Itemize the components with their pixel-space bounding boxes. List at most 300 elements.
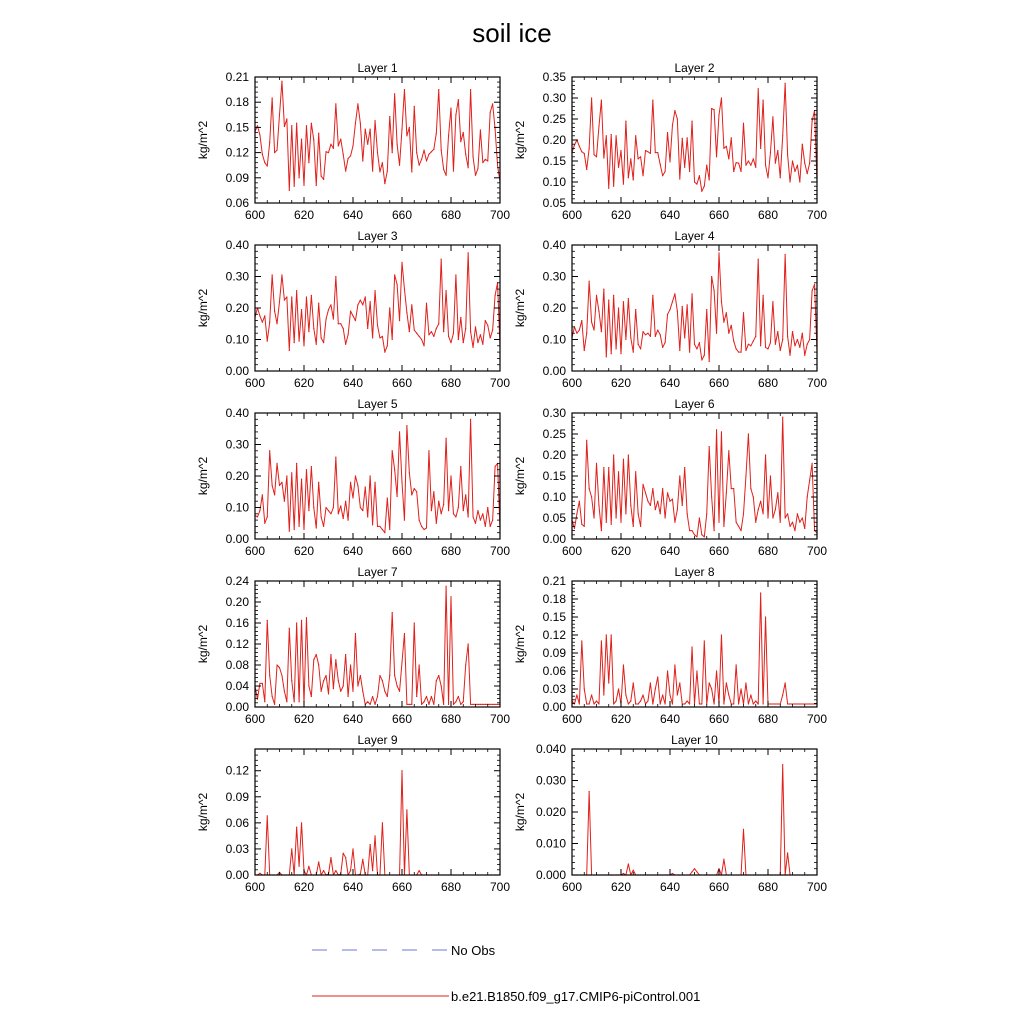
data-point xyxy=(372,337,373,338)
data-point xyxy=(350,664,351,665)
x-tick-label: 680 xyxy=(440,544,462,558)
data-point xyxy=(753,158,754,159)
data-point xyxy=(301,139,302,140)
data-point xyxy=(794,703,795,704)
data-point xyxy=(463,510,464,511)
data-point xyxy=(495,295,496,296)
data-point xyxy=(426,303,427,304)
data-point xyxy=(472,347,473,348)
data-point xyxy=(397,496,398,497)
data-point xyxy=(286,296,287,297)
data-point xyxy=(299,701,300,702)
data-point xyxy=(743,513,744,514)
data-point xyxy=(360,300,361,301)
data-point xyxy=(728,333,729,334)
data-point xyxy=(699,342,700,343)
data-point xyxy=(416,333,417,334)
data-point xyxy=(472,156,473,157)
data-point xyxy=(328,309,329,310)
data-point xyxy=(618,307,619,308)
data-point xyxy=(485,526,486,527)
data-point xyxy=(589,281,590,282)
data-point xyxy=(475,326,476,327)
data-point xyxy=(352,315,353,316)
data-point xyxy=(684,167,685,168)
data-point xyxy=(274,704,275,705)
x-tick-label: 620 xyxy=(610,880,632,894)
y-tick-label: 0.09 xyxy=(542,646,566,660)
data-point xyxy=(714,290,715,291)
y-tick-label: 0.10 xyxy=(542,490,566,504)
data-point xyxy=(372,870,373,871)
data-point xyxy=(750,488,751,489)
data-point xyxy=(318,482,319,483)
data-point xyxy=(311,696,312,697)
data-point xyxy=(736,162,737,163)
data-point xyxy=(374,290,375,291)
data-point xyxy=(345,654,346,655)
y-tick-label: 0.00 xyxy=(225,868,249,882)
data-point xyxy=(738,352,739,353)
data-point xyxy=(596,463,597,464)
y-tick-label: 0.30 xyxy=(225,437,249,452)
data-point xyxy=(465,664,466,665)
data-point xyxy=(328,510,329,511)
data-point xyxy=(591,97,592,98)
data-point xyxy=(419,870,420,871)
data-point xyxy=(355,475,356,476)
x-tick-label: 660 xyxy=(391,544,413,558)
data-point xyxy=(416,152,417,153)
data-point xyxy=(470,419,471,420)
data-point xyxy=(696,184,697,185)
data-point xyxy=(655,336,656,337)
data-point xyxy=(743,312,744,313)
data-point xyxy=(809,339,810,340)
data-point xyxy=(448,336,449,337)
data-point xyxy=(802,144,803,145)
data-point xyxy=(443,504,444,505)
data-point xyxy=(264,315,265,316)
x-tick-label: 640 xyxy=(659,376,681,390)
data-point xyxy=(689,703,690,704)
data-point xyxy=(294,186,295,187)
data-point xyxy=(731,137,732,138)
data-point xyxy=(758,509,759,510)
data-point xyxy=(318,861,319,862)
panels xyxy=(196,61,827,894)
data-point xyxy=(638,513,639,514)
data-point xyxy=(782,135,783,136)
series-line xyxy=(255,253,500,352)
data-point xyxy=(460,466,461,467)
data-point xyxy=(665,171,666,172)
x-tick-label: 700 xyxy=(489,208,511,222)
plot-frame xyxy=(255,749,500,875)
data-point xyxy=(638,703,639,704)
data-point xyxy=(775,509,776,510)
data-point xyxy=(721,97,722,98)
y-tick-label: 0.020 xyxy=(535,805,566,819)
series-line xyxy=(572,253,817,362)
x-tick-label: 680 xyxy=(757,712,779,726)
data-point xyxy=(721,301,722,302)
data-point xyxy=(414,106,415,107)
data-point xyxy=(382,336,383,337)
data-point xyxy=(330,304,331,305)
data-point xyxy=(276,664,277,665)
data-point xyxy=(335,659,336,660)
data-point xyxy=(463,132,464,133)
data-point xyxy=(303,529,304,530)
panel-layer-3 xyxy=(196,229,510,390)
y-tick-label: 0.05 xyxy=(542,511,566,525)
y-tick-label: 0.15 xyxy=(542,154,566,168)
data-point xyxy=(414,488,415,489)
y-tick-label: 0.40 xyxy=(225,238,249,252)
data-point xyxy=(787,852,788,853)
x-tick-label: 680 xyxy=(440,712,462,726)
data-point xyxy=(691,121,692,122)
data-point xyxy=(593,329,594,330)
data-point xyxy=(401,662,402,663)
panel-title: Layer 3 xyxy=(357,229,398,243)
data-point xyxy=(777,492,778,493)
data-point xyxy=(409,704,410,705)
data-point xyxy=(797,703,798,704)
y-axis-label: kg/m^2 xyxy=(513,456,527,496)
x-tick-label: 700 xyxy=(489,376,511,390)
data-point xyxy=(328,693,329,694)
data-point xyxy=(365,296,366,297)
data-point xyxy=(635,135,636,136)
data-point xyxy=(497,704,498,705)
data-point xyxy=(662,488,663,489)
data-point xyxy=(350,155,351,156)
data-point xyxy=(718,252,719,253)
data-point xyxy=(716,333,717,334)
data-point xyxy=(616,135,617,136)
data-point xyxy=(574,528,575,529)
data-point xyxy=(723,526,724,527)
data-point xyxy=(812,121,813,122)
data-point xyxy=(279,114,280,115)
data-point xyxy=(470,331,471,332)
data-point xyxy=(787,336,788,337)
data-point xyxy=(593,703,594,704)
data-point xyxy=(472,704,473,705)
panel-title: Layer 6 xyxy=(674,397,715,411)
data-point xyxy=(468,516,469,517)
data-point xyxy=(660,513,661,514)
data-point xyxy=(397,144,398,145)
data-point xyxy=(468,252,469,253)
x-tick-label: 660 xyxy=(391,376,413,390)
data-point xyxy=(387,696,388,697)
panel-title: Layer 8 xyxy=(674,565,715,579)
data-point xyxy=(608,188,609,189)
y-tick-label: 0.000 xyxy=(535,868,566,882)
data-point xyxy=(448,704,449,705)
data-point xyxy=(352,145,353,146)
data-point xyxy=(584,153,585,154)
data-point xyxy=(740,530,741,531)
y-tick-label: 0.010 xyxy=(535,836,566,851)
y-tick-label: 0.25 xyxy=(542,112,566,126)
data-point xyxy=(603,157,604,158)
data-point xyxy=(411,704,412,705)
data-point xyxy=(399,320,400,321)
data-point xyxy=(431,331,432,332)
data-point xyxy=(384,532,385,533)
data-point xyxy=(406,135,407,136)
data-point xyxy=(389,529,390,530)
data-point xyxy=(630,505,631,506)
data-point xyxy=(789,526,790,527)
data-point xyxy=(343,328,344,329)
data-point xyxy=(780,522,781,523)
data-point xyxy=(792,160,793,161)
data-point xyxy=(269,322,270,323)
data-point xyxy=(316,527,317,528)
data-point xyxy=(330,857,331,858)
series-line xyxy=(255,771,500,875)
data-point xyxy=(674,664,675,665)
data-point xyxy=(311,123,312,124)
y-tick-label: 0.040 xyxy=(535,742,566,756)
data-point xyxy=(601,100,602,101)
data-point xyxy=(763,100,764,101)
data-point xyxy=(638,158,639,159)
data-point xyxy=(650,153,651,154)
data-point xyxy=(785,682,786,683)
data-point xyxy=(431,151,432,152)
data-point xyxy=(416,696,417,697)
data-point xyxy=(441,259,442,260)
y-axis-label: kg/m^2 xyxy=(196,624,210,664)
data-point xyxy=(350,870,351,871)
data-point xyxy=(279,301,280,302)
data-point xyxy=(623,664,624,665)
data-point xyxy=(411,304,412,305)
data-point xyxy=(470,89,471,90)
data-point xyxy=(338,680,339,681)
data-point xyxy=(782,694,783,695)
data-point xyxy=(272,97,273,98)
panel-title: Layer 2 xyxy=(674,61,715,75)
data-point xyxy=(579,501,580,502)
data-point xyxy=(652,295,653,296)
data-point xyxy=(723,148,724,149)
x-tick-label: 640 xyxy=(659,208,681,222)
data-point xyxy=(267,516,268,517)
data-point xyxy=(397,284,398,285)
data-point xyxy=(709,682,710,683)
data-point xyxy=(299,526,300,527)
data-point xyxy=(485,704,486,705)
data-point xyxy=(330,144,331,145)
data-point xyxy=(699,517,700,518)
data-point xyxy=(281,81,282,82)
y-tick-label: 0.10 xyxy=(225,332,249,347)
panel-title: Layer 5 xyxy=(357,397,398,411)
data-point xyxy=(289,531,290,532)
y-tick-label: 0.30 xyxy=(542,406,566,420)
data-point xyxy=(633,352,634,353)
data-point xyxy=(374,482,375,483)
data-point xyxy=(601,331,602,332)
data-point xyxy=(767,348,768,349)
data-point xyxy=(603,289,604,290)
y-tick-label: 0.12 xyxy=(542,628,566,642)
data-point xyxy=(807,173,808,174)
data-point xyxy=(423,149,424,150)
data-point xyxy=(428,334,429,335)
data-point xyxy=(296,827,297,828)
data-point xyxy=(689,352,690,353)
data-point xyxy=(645,150,646,151)
data-point xyxy=(335,870,336,871)
x-tick-label: 680 xyxy=(757,544,779,558)
data-point xyxy=(269,450,270,451)
data-point xyxy=(611,353,612,354)
data-point xyxy=(321,337,322,338)
x-tick-label: 660 xyxy=(708,208,730,222)
data-point xyxy=(613,295,614,296)
data-point xyxy=(264,523,265,524)
data-point xyxy=(672,873,673,874)
figure-title: soil ice xyxy=(472,18,552,48)
x-tick-label: 620 xyxy=(610,712,632,726)
data-point xyxy=(696,348,697,349)
data-point xyxy=(401,482,402,483)
data-point xyxy=(306,296,307,297)
data-point xyxy=(608,300,609,301)
data-point xyxy=(443,704,444,705)
data-point xyxy=(745,682,746,683)
data-point xyxy=(340,505,341,506)
data-point xyxy=(579,146,580,147)
x-tick-label: 600 xyxy=(244,712,266,726)
data-point xyxy=(748,433,749,434)
data-point xyxy=(441,513,442,514)
data-point xyxy=(699,703,700,704)
data-point xyxy=(394,675,395,676)
data-point xyxy=(286,701,287,702)
y-tick-label: 0.04 xyxy=(225,679,249,693)
data-point xyxy=(748,160,749,161)
data-point xyxy=(446,586,447,587)
data-point xyxy=(289,190,290,191)
data-point xyxy=(738,526,739,527)
data-point xyxy=(669,309,670,310)
data-point xyxy=(281,675,282,676)
data-point xyxy=(662,694,663,695)
data-point xyxy=(679,178,680,179)
data-point xyxy=(421,704,422,705)
data-point xyxy=(579,703,580,704)
data-point xyxy=(603,694,604,695)
data-point xyxy=(392,612,393,613)
y-tick-label: 0.15 xyxy=(542,610,566,624)
data-point xyxy=(372,170,373,171)
data-point xyxy=(633,179,634,180)
data-point xyxy=(601,640,602,641)
data-point xyxy=(313,139,314,140)
data-point xyxy=(674,293,675,294)
data-point xyxy=(684,703,685,704)
data-point xyxy=(313,328,314,329)
data-point xyxy=(625,339,626,340)
data-point xyxy=(308,162,309,163)
data-point xyxy=(613,454,614,455)
data-point xyxy=(352,691,353,692)
data-point xyxy=(775,703,776,704)
data-point xyxy=(802,333,803,334)
data-point xyxy=(618,688,619,689)
data-point xyxy=(409,472,410,473)
data-point xyxy=(446,290,447,291)
data-point xyxy=(787,513,788,514)
data-point xyxy=(308,685,309,686)
data-point xyxy=(618,167,619,168)
data-point xyxy=(640,700,641,701)
data-point xyxy=(591,694,592,695)
data-point xyxy=(389,307,390,308)
y-axis-label: kg/m^2 xyxy=(513,120,527,160)
data-point xyxy=(365,486,366,487)
data-point xyxy=(414,622,415,623)
data-point xyxy=(301,309,302,310)
data-point xyxy=(350,482,351,483)
data-point xyxy=(770,342,771,343)
data-point xyxy=(387,345,388,346)
x-tick-label: 640 xyxy=(659,712,681,726)
data-point xyxy=(272,696,273,697)
series-line xyxy=(255,586,500,704)
x-tick-label: 700 xyxy=(806,376,828,390)
data-point xyxy=(497,165,498,166)
data-point xyxy=(758,259,759,260)
x-tick-label: 640 xyxy=(659,880,681,894)
data-point xyxy=(438,675,439,676)
data-point xyxy=(267,165,268,166)
data-point xyxy=(763,703,764,704)
data-point xyxy=(357,103,358,104)
data-point xyxy=(333,148,334,149)
data-point xyxy=(323,526,324,527)
data-point xyxy=(667,670,668,671)
x-tick-label: 660 xyxy=(391,880,413,894)
x-tick-label: 700 xyxy=(806,544,828,558)
y-axis-label: kg/m^2 xyxy=(196,288,210,328)
y-tick-label: 0.20 xyxy=(225,469,249,483)
data-point xyxy=(745,350,746,351)
y-tick-label: 0.03 xyxy=(542,682,566,696)
data-point xyxy=(448,135,449,136)
data-point xyxy=(789,181,790,182)
data-point xyxy=(370,844,371,845)
data-point xyxy=(387,497,388,498)
data-point xyxy=(665,342,666,343)
data-point xyxy=(807,703,808,704)
data-point xyxy=(633,526,634,527)
data-point xyxy=(384,352,385,353)
data-point xyxy=(367,328,368,329)
y-tick-label: 0.20 xyxy=(225,301,249,315)
data-point xyxy=(323,870,324,871)
data-point xyxy=(448,510,449,511)
